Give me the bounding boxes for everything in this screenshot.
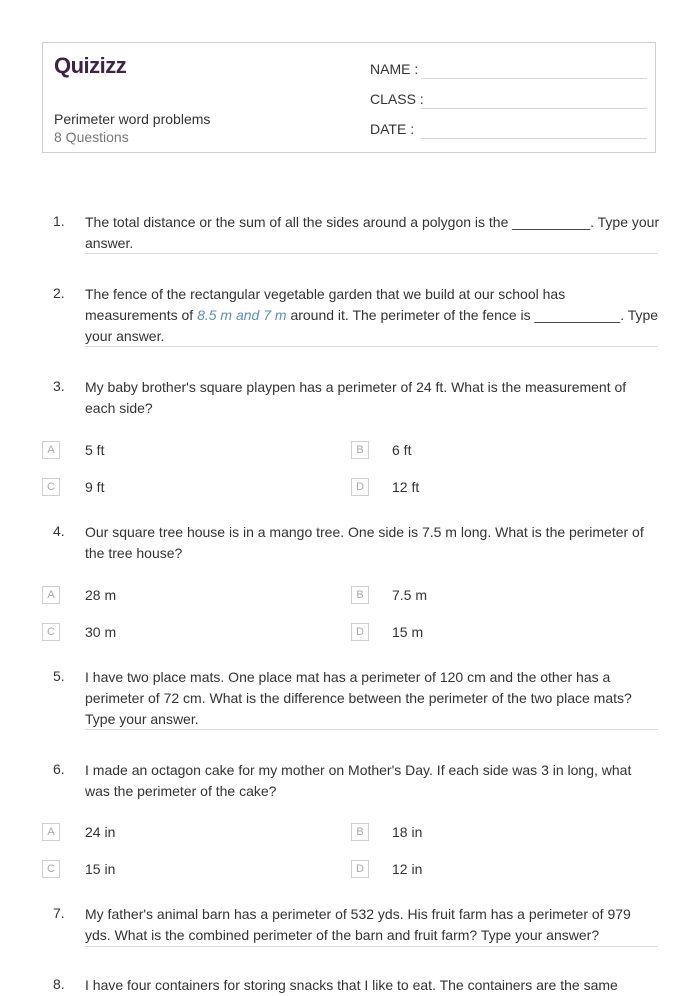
option-c-box[interactable]: C (42, 478, 60, 496)
question-text: My baby brother's square playpen has a perimeter of 24 ft. What is the measurement of each side? (85, 379, 627, 416)
option-a-box[interactable]: A (42, 441, 60, 459)
option-a-text: 28 m (85, 587, 117, 603)
question-number: 2. (53, 285, 65, 301)
answer-line[interactable] (85, 729, 658, 730)
highlighted-measurement: 8.5 m and 7 m (197, 307, 287, 323)
option-b-box[interactable]: B (351, 441, 369, 459)
worksheet-title: Perimeter word problems (54, 111, 211, 127)
option-a-text: 5 ft (85, 442, 105, 458)
class-label: CLASS : (370, 91, 424, 107)
question-text-part: The fence of the rectangular vegetable garden that we build at our school has measurements of (85, 286, 566, 323)
question-text (85, 284, 660, 347)
answer-line[interactable] (85, 346, 658, 347)
answer-line[interactable] (85, 946, 658, 947)
option-b-text: 6 ft (392, 442, 412, 458)
option-b-box[interactable]: B (351, 823, 369, 841)
question-number: 4. (53, 523, 65, 539)
question-number: 1. (53, 213, 65, 229)
option-c-box[interactable]: C (42, 623, 60, 641)
question-text-part: around it. The perimeter of the fence is ___________. Type your answer. (85, 307, 659, 344)
option-d-text: 12 ft (392, 479, 420, 495)
option-b-text: 7.5 m (392, 587, 428, 603)
name-field[interactable] (421, 78, 647, 79)
question-number: 8. (53, 976, 65, 992)
question-text: My father's animal barn has a perimeter of 532 yds. His fruit farm has a perimeter of 979 yds. What is the combined perimeter of the barn and fruit farm? Type your answer? (85, 906, 631, 943)
option-d-box[interactable]: D (351, 623, 369, 641)
question-text: I have four containers for storing snacks that I like to eat. The containers are the same (85, 977, 618, 993)
date-label: DATE : (370, 121, 415, 137)
question-number: 3. (53, 378, 65, 394)
option-a-box[interactable]: A (42, 823, 60, 841)
option-b-box[interactable]: B (351, 586, 369, 604)
question-text: I have two place mats. One place mat has a perimeter of 120 cm and the other has a perimeter of 72 cm. What is the difference between the perimeter of the two place mats? Type your answer. (85, 669, 632, 727)
question-text: Our square tree house is in a mango tree. One side is 7.5 m long. What is the perimeter of the tree house? (85, 524, 644, 561)
worksheet-header (42, 42, 656, 153)
option-a-text: 24 in (85, 824, 116, 840)
option-c-text: 9 ft (85, 479, 105, 495)
question-text: The total distance or the sum of all the sides around a polygon is the __________. Type your answer. (85, 214, 660, 251)
class-field[interactable] (421, 108, 647, 109)
option-d-box[interactable]: D (351, 478, 369, 496)
option-b-text: 18 in (392, 824, 423, 840)
date-field[interactable] (421, 138, 647, 139)
option-c-box[interactable]: C (42, 860, 60, 878)
option-d-text: 15 m (392, 624, 424, 640)
option-c-text: 30 m (85, 624, 117, 640)
name-label: NAME : (370, 61, 419, 77)
option-a-box[interactable]: A (42, 586, 60, 604)
option-d-text: 12 in (392, 861, 423, 877)
answer-line[interactable] (85, 253, 658, 254)
option-d-box[interactable]: D (351, 860, 369, 878)
question-number: 6. (53, 761, 65, 777)
option-c-text: 15 in (85, 861, 116, 877)
question-text: I made an octagon cake for my mother on Mother's Day. If each side was 3 in long, what was the perimeter of the cake? (85, 762, 632, 799)
quizizz-logo: Quizizz (54, 53, 127, 78)
question-number: 5. (53, 668, 65, 684)
question-count: 8 Questions (54, 129, 129, 145)
question-number: 7. (53, 905, 65, 921)
